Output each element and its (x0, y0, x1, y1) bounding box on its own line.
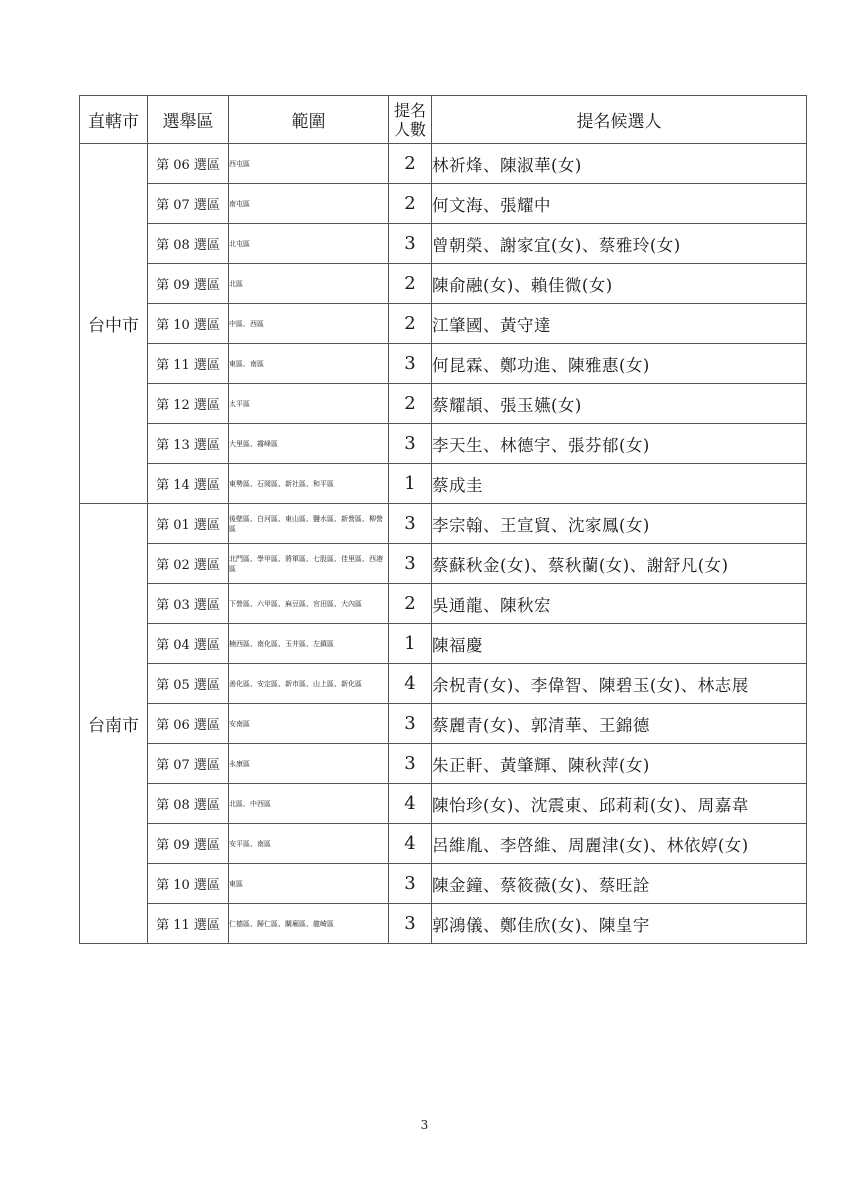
seats-cell: 2 (389, 184, 432, 224)
district-cell: 第 14 選區 (148, 464, 229, 504)
table-row (80, 544, 807, 584)
table-row (80, 344, 807, 384)
candidates-cell: 蔡蘇秋金(女)、蔡秋蘭(女)、謝舒凡(女) (432, 544, 807, 584)
seats-cell: 3 (389, 504, 432, 544)
seats-cell: 3 (389, 704, 432, 744)
seats-cell: 4 (389, 824, 432, 864)
taichung-group (80, 144, 807, 504)
candidates-cell: 江肇國、黃守達 (432, 304, 807, 344)
seats-cell: 2 (389, 144, 432, 184)
table-row (80, 184, 807, 224)
district-cell: 第 07 選區 (148, 184, 229, 224)
area-cell: 永康區 (229, 744, 389, 784)
candidates-cell: 蔡耀頡、張玉嬿(女) (432, 384, 807, 424)
seats-cell: 2 (389, 264, 432, 304)
header-district: 選舉區 (148, 96, 229, 144)
candidates-cell: 蔡麗青(女)、郭清華、王錦德 (432, 704, 807, 744)
candidates-cell: 呂維胤、李啓維、周麗津(女)、林依婷(女) (432, 824, 807, 864)
seats-cell: 2 (389, 384, 432, 424)
seats-cell: 3 (389, 424, 432, 464)
district-cell: 第 09 選區 (148, 824, 229, 864)
table-row (80, 744, 807, 784)
district-cell: 第 10 選區 (148, 864, 229, 904)
area-cell: 南屯區 (229, 184, 389, 224)
table-row (80, 384, 807, 424)
candidates-cell: 何文海、張耀中 (432, 184, 807, 224)
district-cell: 第 12 選區 (148, 384, 229, 424)
district-cell: 第 13 選區 (148, 424, 229, 464)
candidates-cell: 吳通龍、陳秋宏 (432, 584, 807, 624)
candidates-cell: 陳怡珍(女)、沈震東、邱莉莉(女)、周嘉韋 (432, 784, 807, 824)
area-cell: 東勢區、石岡區、新社區、和平區 (229, 464, 389, 504)
candidates-cell: 陳金鐘、蔡筱薇(女)、蔡旺詮 (432, 864, 807, 904)
area-cell: 後壁區、白河區、東山區、鹽水區、新營區、柳營區 (229, 504, 389, 544)
seats-cell: 3 (389, 224, 432, 264)
table-row (80, 464, 807, 504)
area-cell: 安平區、南區 (229, 824, 389, 864)
seats-cell: 1 (389, 464, 432, 504)
table-row (80, 424, 807, 464)
area-cell: 下營區、六甲區、麻豆區、官田區、大內區 (229, 584, 389, 624)
table-row (80, 824, 807, 864)
candidates-cell: 蔡成圭 (432, 464, 807, 504)
table-row (80, 584, 807, 624)
district-cell: 第 01 選區 (148, 504, 229, 544)
seats-cell: 3 (389, 904, 432, 944)
table-row (80, 624, 807, 664)
area-cell: 中區、西區 (229, 304, 389, 344)
district-cell: 第 10 選區 (148, 304, 229, 344)
area-cell: 仁德區、歸仁區、關廟區、龍崎區 (229, 904, 389, 944)
district-cell: 第 06 選區 (148, 704, 229, 744)
district-cell: 第 02 選區 (148, 544, 229, 584)
district-cell: 第 05 選區 (148, 664, 229, 704)
district-cell: 第 11 選區 (148, 904, 229, 944)
candidates-cell: 陳俞融(女)、賴佳微(女) (432, 264, 807, 304)
header-seats-line1: 提名 (393, 100, 426, 120)
district-cell: 第 11 選區 (148, 344, 229, 384)
tainan-group (80, 504, 807, 944)
seats-cell: 4 (389, 784, 432, 824)
header-candidates: 提名候選人 (432, 96, 807, 144)
area-cell: 北門區、學甲區、將軍區、七股區、佳里區、西港區 (229, 544, 389, 584)
area-cell: 安南區 (229, 704, 389, 744)
header-seats-line2: 人數 (393, 119, 426, 139)
area-cell: 東區、南區 (229, 344, 389, 384)
candidates-cell: 曾朝榮、謝家宜(女)、蔡雅玲(女) (432, 224, 807, 264)
district-cell: 第 08 選區 (148, 784, 229, 824)
seats-cell: 4 (389, 664, 432, 704)
candidates-cell: 朱正軒、黃肇輝、陳秋萍(女) (432, 744, 807, 784)
district-cell: 第 04 選區 (148, 624, 229, 664)
district-cell: 第 07 選區 (148, 744, 229, 784)
area-cell: 北區 (229, 264, 389, 304)
table-row (80, 264, 807, 304)
district-cell: 第 09 選區 (148, 264, 229, 304)
table-row (80, 224, 807, 264)
header-row (80, 96, 807, 144)
candidates-cell: 陳福慶 (432, 624, 807, 664)
candidates-cell: 李天生、林德宇、張芬郁(女) (432, 424, 807, 464)
candidates-cell: 林祈烽、陳淑華(女) (432, 144, 807, 184)
seats-cell: 3 (389, 744, 432, 784)
city-taichung: 台中市 (80, 144, 148, 504)
area-cell: 北區、中西區 (229, 784, 389, 824)
area-cell: 大里區、霧峰區 (229, 424, 389, 464)
nominations-table (79, 95, 807, 944)
table-row (80, 864, 807, 904)
candidates-cell: 余柷青(女)、李偉智、陳碧玉(女)、林志展 (432, 664, 807, 704)
page-number: 3 (420, 1118, 429, 1132)
area-cell: 北屯區 (229, 224, 389, 264)
table-row (80, 904, 807, 944)
header-area: 範圍 (229, 96, 389, 144)
area-cell: 東區 (229, 864, 389, 904)
table-row (80, 664, 807, 704)
seats-cell: 3 (389, 544, 432, 584)
city-tainan: 台南市 (80, 504, 148, 944)
table-row (80, 784, 807, 824)
table-row (80, 504, 807, 544)
area-cell: 太平區 (229, 384, 389, 424)
area-cell: 西屯區 (229, 144, 389, 184)
seats-cell: 3 (389, 864, 432, 904)
table-row (80, 704, 807, 744)
header-city: 直轄市 (80, 96, 148, 144)
header-seats (389, 96, 432, 144)
candidates-cell: 李宗翰、王宣貿、沈家鳳(女) (432, 504, 807, 544)
seats-cell: 3 (389, 344, 432, 384)
district-cell: 第 06 選區 (148, 144, 229, 184)
table-row (80, 144, 807, 184)
seats-cell: 2 (389, 304, 432, 344)
seats-cell: 2 (389, 584, 432, 624)
candidates-cell: 郭鴻儀、鄭佳欣(女)、陳皇宇 (432, 904, 807, 944)
district-cell: 第 03 選區 (148, 584, 229, 624)
seats-cell: 1 (389, 624, 432, 664)
district-cell: 第 08 選區 (148, 224, 229, 264)
candidates-cell: 何昆霖、鄭功進、陳雅惠(女) (432, 344, 807, 384)
table-row (80, 304, 807, 344)
area-cell: 善化區、安定區、新市區、山上區、新化區 (229, 664, 389, 704)
area-cell: 楠西區、南化區、玉井區、左鎮區 (229, 624, 389, 664)
